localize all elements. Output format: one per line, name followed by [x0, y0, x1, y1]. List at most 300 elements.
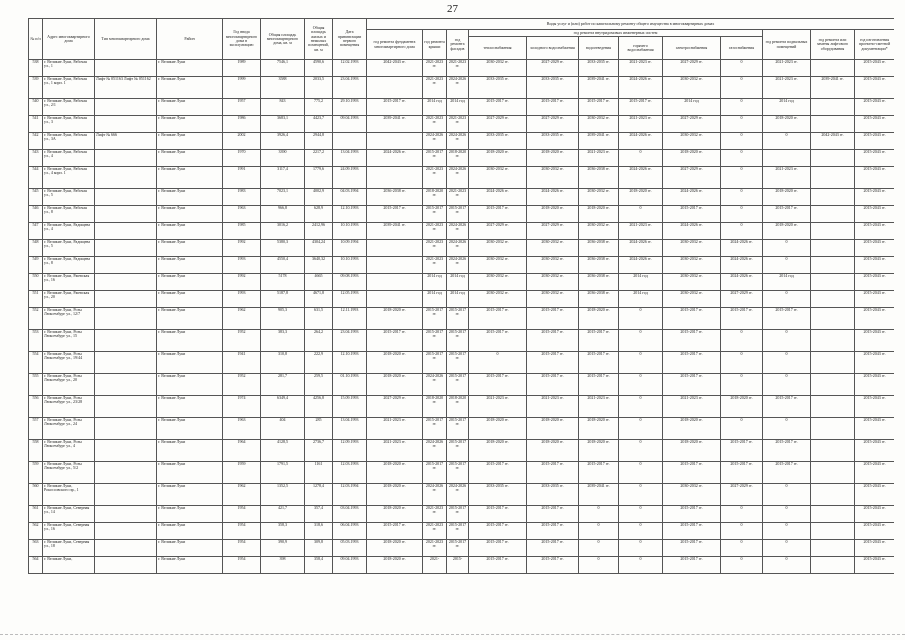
table-row	[29, 133, 895, 150]
cell-hot-water: 0	[619, 330, 663, 352]
cell-basement: 2014 год	[763, 99, 811, 116]
cell-gas: 2024-2026 гг.	[721, 257, 763, 274]
cell-elevator	[811, 189, 855, 206]
cell-elevator	[811, 167, 855, 189]
cell-roof: 2021-2023 гг.	[423, 523, 447, 540]
cell-roof: 2015-2017 гг.	[423, 418, 447, 440]
cell-basement: 0	[763, 330, 811, 352]
cell-district: г. Великие Луки	[157, 418, 223, 440]
cell-docs: 2015-2043 гг.	[855, 150, 895, 167]
cell-living-area: 1779,6	[305, 167, 333, 189]
cell-electric: 2015-2017 гг.	[663, 206, 721, 223]
header-gas: газоснабжения	[721, 37, 763, 60]
cell-cold-water: 2015-2017 гг.	[527, 557, 579, 574]
header-basement: год ремонта подвальных помещений	[763, 30, 811, 60]
cell-heat: 2030-2032 гг.	[469, 60, 527, 77]
table-row	[29, 540, 895, 557]
cell-basement: 0	[763, 557, 811, 574]
cell-foundation: 2024-2026 гг.	[367, 150, 423, 167]
cell-drainage: 2015-2017 гг.	[579, 374, 619, 396]
cell-privatization-date: 12.10.1993	[333, 206, 367, 223]
header-house-type: Тип многоквартирного дома	[95, 19, 157, 60]
cell-year-built: 1959	[223, 462, 261, 484]
cell-drainage: 0	[579, 557, 619, 574]
table-row	[29, 257, 895, 274]
cell-hot-water: 2024-2026 гг.	[619, 240, 663, 257]
cell-roof: 2018-2020 гг.	[423, 189, 447, 206]
cell-district: г. Великие Луки	[157, 223, 223, 240]
cell-gas: 0	[721, 418, 763, 440]
cell-year-built: 1992	[223, 240, 261, 257]
capital-repair-table-wrap	[28, 18, 894, 630]
cell-total-area: 966,8	[261, 206, 305, 223]
cell-total-area: 3683,1	[261, 116, 305, 133]
cell-elevator	[811, 557, 855, 574]
cell-facade: 2018-2020 гг.	[447, 150, 469, 167]
cell-living-area: 222,9	[305, 352, 333, 374]
cell-address: г. Великие Луки, Рабочая ул., 8	[43, 206, 95, 223]
cell-docs: 2015-2043 гг.	[855, 116, 895, 133]
cell-electric: 2030-2032 гг.	[663, 133, 721, 150]
cell-num: 545	[29, 189, 43, 206]
cell-num: 550	[29, 274, 43, 291]
cell-privatization-date: 12.03.1994	[333, 484, 367, 506]
cell-district: г. Великие Луки	[157, 240, 223, 257]
cell-drainage: 2030-2032 гг.	[579, 116, 619, 133]
cell-num: 562	[29, 523, 43, 540]
cell-roof: 2021-2023 гг.	[423, 116, 447, 133]
cell-docs: 2015-2043 гг.	[855, 189, 895, 206]
cell-cold-water: 2030-2032 гг.	[527, 167, 579, 189]
cell-living-area: 1161	[305, 462, 333, 484]
cell-address: г. Великие Луки, Рабочая ул., 4 корп. 1	[43, 167, 95, 189]
cell-address: г. Великие Луки,	[43, 557, 95, 574]
cell-cold-water: 2021-2023 гг.	[527, 396, 579, 418]
cell-heat: 2030-2032 гг.	[469, 291, 527, 308]
cell-facade: 2015-2017 гг.	[447, 462, 469, 484]
cell-electric: 2030-2032 гг.	[663, 257, 721, 274]
cell-docs: 2015-2043 гг.	[855, 257, 895, 274]
cell-drainage: 2030-2032 гг.	[579, 223, 619, 240]
cell-living-area: 631,5	[305, 308, 333, 330]
cell-roof: 2015-2017 гг.	[423, 352, 447, 374]
cell-address: г. Великие Луки, Северная ул., 18	[43, 540, 95, 557]
cell-district: г. Великие Луки	[157, 352, 223, 374]
cell-foundation: 2018-2020 гг.	[367, 462, 423, 484]
cell-drainage: 2018-2020 гг.	[579, 440, 619, 462]
cell-privatization-date: 13.04.1993	[333, 150, 367, 167]
cell-drainage: 2015-2017 гг.	[579, 352, 619, 374]
cell-gas: 2027-2029 гг.	[721, 484, 763, 506]
cell-privatization-date: 24.09.1993	[333, 167, 367, 189]
cell-hot-water: 0	[619, 352, 663, 374]
cell-address: г. Великие Луки, Радищева ул., 5	[43, 240, 95, 257]
table-row	[29, 484, 895, 506]
cell-foundation: 2018-2020 гг.	[367, 557, 423, 574]
cell-address: г. Великие Луки, Розы Люксембург ул., 19/44	[43, 352, 95, 374]
cell-heat: 2015-2017 гг.	[469, 462, 527, 484]
cell-total-area: 3117,4	[261, 167, 305, 189]
cell-basement	[763, 150, 811, 167]
cell-basement: 0	[763, 523, 811, 540]
header-facade: год ремонта фасадов	[447, 30, 469, 60]
cell-drainage: 2015-2017 гг.	[579, 462, 619, 484]
cell-facade: 2015-2017 гг.	[447, 374, 469, 396]
cell-total-area: 6349,4	[261, 396, 305, 418]
cell-address: г. Великие Луки, Радищева ул., 8	[43, 257, 95, 274]
cell-address: г. Великие Луки, Рокоссовского пр., 1	[43, 484, 95, 506]
cell-living-area: 2736,7	[305, 440, 333, 462]
cell-house-type	[95, 484, 157, 506]
cell-roof: 2015-2017 гг.	[423, 462, 447, 484]
cell-drainage: 2036-2038 гг.	[579, 257, 619, 274]
cell-foundation: 2027-2029 гг.	[367, 396, 423, 418]
table-row	[29, 60, 895, 77]
cell-heat: 2033-2035 гг.	[469, 484, 527, 506]
cell-district: г. Великие Луки	[157, 557, 223, 574]
cell-electric: 2015-2017 гг.	[663, 506, 721, 523]
cell-living-area: 357,4	[305, 506, 333, 523]
cell-living-area: 4256,8	[305, 396, 333, 418]
cell-docs: 2015-2043 гг.	[855, 167, 895, 189]
table-row	[29, 274, 895, 291]
cell-district: г. Великие Луки	[157, 274, 223, 291]
cell-year-built: 1962	[223, 308, 261, 330]
cell-docs: 2015-2043 гг.	[855, 540, 895, 557]
table-row	[29, 557, 895, 574]
cell-foundation: 2021-2023 гг.	[367, 440, 423, 462]
cell-electric: 2015-2017 гг.	[663, 540, 721, 557]
cell-address: г. Великие Луки, Рабочая ул., 1 корп. 1	[43, 77, 95, 99]
cell-year-built: 1962	[223, 484, 261, 506]
cell-hot-water: 0	[619, 506, 663, 523]
cell-address: г. Великие Луки, Розы Люксембург ул., 5/2	[43, 462, 95, 484]
cell-heat: 2015-2017 гг.	[469, 206, 527, 223]
cell-facade: 2015-2017 гг.	[447, 506, 469, 523]
cell-address: г. Великие Луки, Розы Люксембург ул., 20	[43, 374, 95, 396]
cell-total-area: 3390	[261, 150, 305, 167]
cell-privatization-date: 09.04.1993	[333, 116, 367, 133]
cell-district: г. Великие Луки	[157, 257, 223, 274]
cell-district: г. Великие Луки	[157, 374, 223, 396]
cell-basement: 2021-2023 гг.	[763, 77, 811, 99]
header-total-area: Общая площадь многоквартирного дома, кв. м	[261, 19, 305, 60]
cell-district: г. Великие Луки	[157, 330, 223, 352]
cell-facade: 2015-2017 гг.	[447, 330, 469, 352]
cell-year-built: 1993	[223, 291, 261, 308]
cell-address: г. Великие Луки, Радищева ул., 4	[43, 223, 95, 240]
cell-gas: 2015-2017 гг.	[721, 308, 763, 330]
cell-heat: 2030-2032 гг.	[469, 274, 527, 291]
cell-house-type	[95, 330, 157, 352]
cell-docs: 2015-2043 гг.	[855, 223, 895, 240]
cell-total-area: 905,3	[261, 308, 305, 330]
cell-hot-water: 0	[619, 462, 663, 484]
cell-house-type	[95, 206, 157, 223]
cell-basement: 0	[763, 291, 811, 308]
cell-cold-water: 2015-2017 гг.	[527, 506, 579, 523]
cell-district: г. Великие Луки	[157, 116, 223, 133]
header-elevator: год ремонта или замены лифтового оборудования	[811, 30, 855, 60]
cell-foundation	[367, 257, 423, 274]
cell-electric: 2027-2029 гг.	[663, 116, 721, 133]
cell-total-area: 1791,5	[261, 462, 305, 484]
cell-year-built: 1963	[223, 418, 261, 440]
cell-num: 547	[29, 223, 43, 240]
header-year-built: Год ввода многоквартирного дома в эксплуатацию	[223, 19, 261, 60]
cell-year-built: 1963	[223, 206, 261, 223]
page-bottom-rule	[0, 634, 905, 635]
cell-total-area: 3926,4	[261, 133, 305, 150]
cell-privatization-date: 10.10.1993	[333, 223, 367, 240]
cell-hot-water: 2018-2020 гг.	[619, 189, 663, 206]
cell-cold-water: 2030-2032 гг.	[527, 257, 579, 274]
cell-docs: 2015-2043 гг.	[855, 240, 895, 257]
cell-year-built: 1989	[223, 60, 261, 77]
cell-basement: 2015-2017 гг.	[763, 206, 811, 223]
cell-living-area: 259,5	[305, 374, 333, 396]
cell-electric: 2018-2020 гг.	[663, 418, 721, 440]
cell-electric: 2015-2017 гг.	[663, 523, 721, 540]
cell-house-type	[95, 557, 157, 574]
cell-gas: 2015-2017 гг.	[721, 462, 763, 484]
cell-basement: 0	[763, 484, 811, 506]
cell-privatization-date: 04.03.1994	[333, 189, 367, 206]
table-row	[29, 418, 895, 440]
cell-total-area: 398	[261, 557, 305, 574]
cell-cold-water: 2018-2020 гг.	[527, 206, 579, 223]
cell-drainage: 2018-2020 гг.	[579, 308, 619, 330]
cell-foundation: 2018-2020 гг.	[367, 352, 423, 374]
header-living-area: Общая площадь жилых и нежилых помещений, кв. м	[305, 19, 333, 60]
cell-docs: 2015-2043 гг.	[855, 396, 895, 418]
cell-elevator	[811, 396, 855, 418]
cell-basement: 2021-2023 гг.	[763, 167, 811, 189]
table-row	[29, 167, 895, 189]
cell-roof: 2021-2023 гг.	[423, 77, 447, 99]
cell-roof: 2015-2017 гг.	[423, 206, 447, 223]
cell-drainage: 2039-2041 гг.	[579, 133, 619, 150]
cell-drainage: 2015-2017 гг.	[579, 99, 619, 116]
cell-hot-water: 0	[619, 308, 663, 330]
cell-heat: 2018-2020 гг.	[469, 418, 527, 440]
cell-house-type	[95, 150, 157, 167]
cell-num: 563	[29, 540, 43, 557]
cell-address: г. Великие Луки, Рабочая ул., 1	[43, 60, 95, 77]
cell-gas: 2027-2029 гг.	[721, 291, 763, 308]
cell-electric: 2014 год	[663, 99, 721, 116]
cell-docs: 2015-2043 гг.	[855, 330, 895, 352]
cell-elevator	[811, 116, 855, 133]
cell-living-area: 2412,96	[305, 223, 333, 240]
cell-gas: 2024-2026 гг.	[721, 240, 763, 257]
cell-cold-water: 2027-2029 гг.	[527, 116, 579, 133]
cell-facade: 2015-2017 гг.	[447, 523, 469, 540]
cell-electric: 2018-2020 гг.	[663, 440, 721, 462]
cell-living-area: 3640,32	[305, 257, 333, 274]
cell-basement: 2018-2020 гг.	[763, 223, 811, 240]
cell-num: 558	[29, 440, 43, 462]
cell-heat: 2018-2020 гг.	[469, 150, 527, 167]
cell-house-type	[95, 99, 157, 116]
cell-total-area: 358,3	[261, 523, 305, 540]
cell-house-type	[95, 352, 157, 374]
cell-house-type	[95, 374, 157, 396]
cell-basement: 0	[763, 506, 811, 523]
cell-year-built: 1957	[223, 99, 261, 116]
cell-gas: 0	[721, 330, 763, 352]
cell-roof: 2021-2023 гг.	[423, 223, 447, 240]
cell-heat: 2015-2017 гг.	[469, 330, 527, 352]
cell-drainage: 0	[579, 540, 619, 557]
cell-hot-water: 2024-2026 гг.	[619, 133, 663, 150]
cell-num: 538	[29, 60, 43, 77]
cell-address: г. Великие Луки, Рабочая ул., 2/1	[43, 99, 95, 116]
cell-docs: 2015-2043 гг.	[855, 418, 895, 440]
cell-foundation: 2018-2020 гг.	[367, 374, 423, 396]
cell-num: 555	[29, 374, 43, 396]
cell-gas: 0	[721, 557, 763, 574]
cell-privatization-date: 13.04.1993	[333, 418, 367, 440]
cell-year-built: 1964	[223, 440, 261, 462]
cell-electric: 2030-2032 гг.	[663, 77, 721, 99]
header-num: № п/п	[29, 19, 43, 60]
cell-elevator	[811, 330, 855, 352]
cell-heat: 2030-2032 гг.	[469, 240, 527, 257]
cell-roof: 2021-2023 гг.	[423, 257, 447, 274]
table-row	[29, 150, 895, 167]
cell-gas: 2015-2017 гг.	[721, 440, 763, 462]
cell-docs: 2015-2043 гг.	[855, 60, 895, 77]
cell-year-built: 2002	[223, 133, 261, 150]
cell-living-area: 628,9	[305, 206, 333, 223]
cell-gas: 0	[721, 116, 763, 133]
cell-gas: 0	[721, 352, 763, 374]
cell-elevator	[811, 308, 855, 330]
header-docs: год изготовления проектно-сметной документации*	[855, 30, 895, 60]
cell-total-area: 3588	[261, 77, 305, 99]
cell-elevator	[811, 60, 855, 77]
cell-num: 549	[29, 257, 43, 274]
cell-roof: 2021-2023 гг.	[423, 167, 447, 189]
cell-house-type	[95, 257, 157, 274]
cell-elevator	[811, 506, 855, 523]
cell-hot-water: 0	[619, 418, 663, 440]
cell-district: г. Великие Луки	[157, 77, 223, 99]
header-works-group: Виды услуг и (или) работ по капитальному ремонту общего имущества в многоквартирных домах	[367, 19, 895, 30]
cell-cold-water: 2015-2017 гг.	[527, 99, 579, 116]
cell-district: г. Великие Луки	[157, 440, 223, 462]
cell-elevator	[811, 240, 855, 257]
cell-district: г. Великие Луки	[157, 167, 223, 189]
cell-district: г. Великие Луки	[157, 189, 223, 206]
table-row	[29, 352, 895, 374]
cell-district: г. Великие Луки	[157, 506, 223, 523]
cell-heat: 2033-2035 гг.	[469, 133, 527, 150]
cell-electric: 2027-2029 гг.	[663, 167, 721, 189]
cell-privatization-date: 01.10.1993	[333, 374, 367, 396]
cell-gas: 0	[721, 223, 763, 240]
cell-electric: 2030-2032 гг.	[663, 240, 721, 257]
cell-elevator	[811, 150, 855, 167]
cell-drainage: 2015-2017 гг.	[579, 330, 619, 352]
cell-year-built: 1983	[223, 189, 261, 206]
cell-privatization-date: 15.09.1993	[333, 396, 367, 418]
cell-address: г. Великие Луки, Рабочая ул., 3А	[43, 133, 95, 150]
cell-hot-water: 2024-2026 гг.	[619, 257, 663, 274]
cell-living-area: 4665	[305, 274, 333, 291]
cell-cold-water: 2015-2017 гг.	[527, 308, 579, 330]
cell-cold-water: 2033-2035 гг.	[527, 77, 579, 99]
cell-cold-water: 2030-2032 гг.	[527, 240, 579, 257]
cell-facade: 2015-	[447, 557, 469, 574]
cell-roof: 2021-2023 гг.	[423, 240, 447, 257]
cell-year-built: 1952	[223, 330, 261, 352]
table-row	[29, 440, 895, 462]
header-hot-water: горячего водоснабжения	[619, 37, 663, 60]
cell-num: 544	[29, 167, 43, 189]
cell-facade: 2024-2026 гг.	[447, 133, 469, 150]
cell-cold-water: 2015-2017 гг.	[527, 330, 579, 352]
cell-cold-water: 2027-2029 гг.	[527, 60, 579, 77]
cell-foundation: 2018-2020 гг.	[367, 540, 423, 557]
cell-house-type	[95, 440, 157, 462]
cell-district: г. Великие Луки	[157, 540, 223, 557]
cell-year-built: 1952	[223, 374, 261, 396]
cell-cold-water: 2024-2026 гг.	[527, 189, 579, 206]
cell-num: 552	[29, 308, 43, 330]
cell-drainage: 2036-2038 гг.	[579, 291, 619, 308]
cell-cold-water: 2015-2017 гг.	[527, 523, 579, 540]
cell-year-built: 1992	[223, 274, 261, 291]
cell-privatization-date	[333, 133, 367, 150]
cell-elevator	[811, 257, 855, 274]
cell-elevator	[811, 523, 855, 540]
cell-district: г. Великие Луки	[157, 523, 223, 540]
cell-total-area: 4128,5	[261, 440, 305, 462]
cell-elevator	[811, 274, 855, 291]
cell-basement: 0	[763, 418, 811, 440]
cell-gas: 0	[721, 60, 763, 77]
table-row	[29, 189, 895, 206]
cell-district: г. Великие Луки	[157, 99, 223, 116]
cell-house-type	[95, 418, 157, 440]
cell-cold-water: 2015-2017 гг.	[527, 540, 579, 557]
cell-electric: 2015-2017 гг.	[663, 374, 721, 396]
cell-gas: 0	[721, 77, 763, 99]
table-row	[29, 523, 895, 540]
cell-facade: 2015-2017 гг.	[447, 540, 469, 557]
header-foundation: год ремонта фундамента многоквартирного дома	[367, 30, 423, 60]
cell-electric: 2015-2017 гг.	[663, 330, 721, 352]
cell-total-area: 390,9	[261, 540, 305, 557]
cell-roof: 2024-2026 гг.	[423, 133, 447, 150]
cell-roof: 2014 год	[423, 274, 447, 291]
cell-house-type	[95, 167, 157, 189]
cell-hot-water: 0	[619, 150, 663, 167]
cell-foundation: 2015-2017 гг.	[367, 206, 423, 223]
cell-gas: 0	[721, 540, 763, 557]
cell-year-built: 1954	[223, 540, 261, 557]
cell-total-area: 7546,1	[261, 60, 305, 77]
cell-heat: 2015-2017 гг.	[469, 523, 527, 540]
cell-num: 564	[29, 557, 43, 574]
cell-hot-water: 0	[619, 523, 663, 540]
cell-drainage: 0	[579, 523, 619, 540]
cell-facade: 2015-2017 гг.	[447, 418, 469, 440]
cell-facade: 2014 год	[447, 99, 469, 116]
cell-roof: 2015-2017 гг.	[423, 330, 447, 352]
